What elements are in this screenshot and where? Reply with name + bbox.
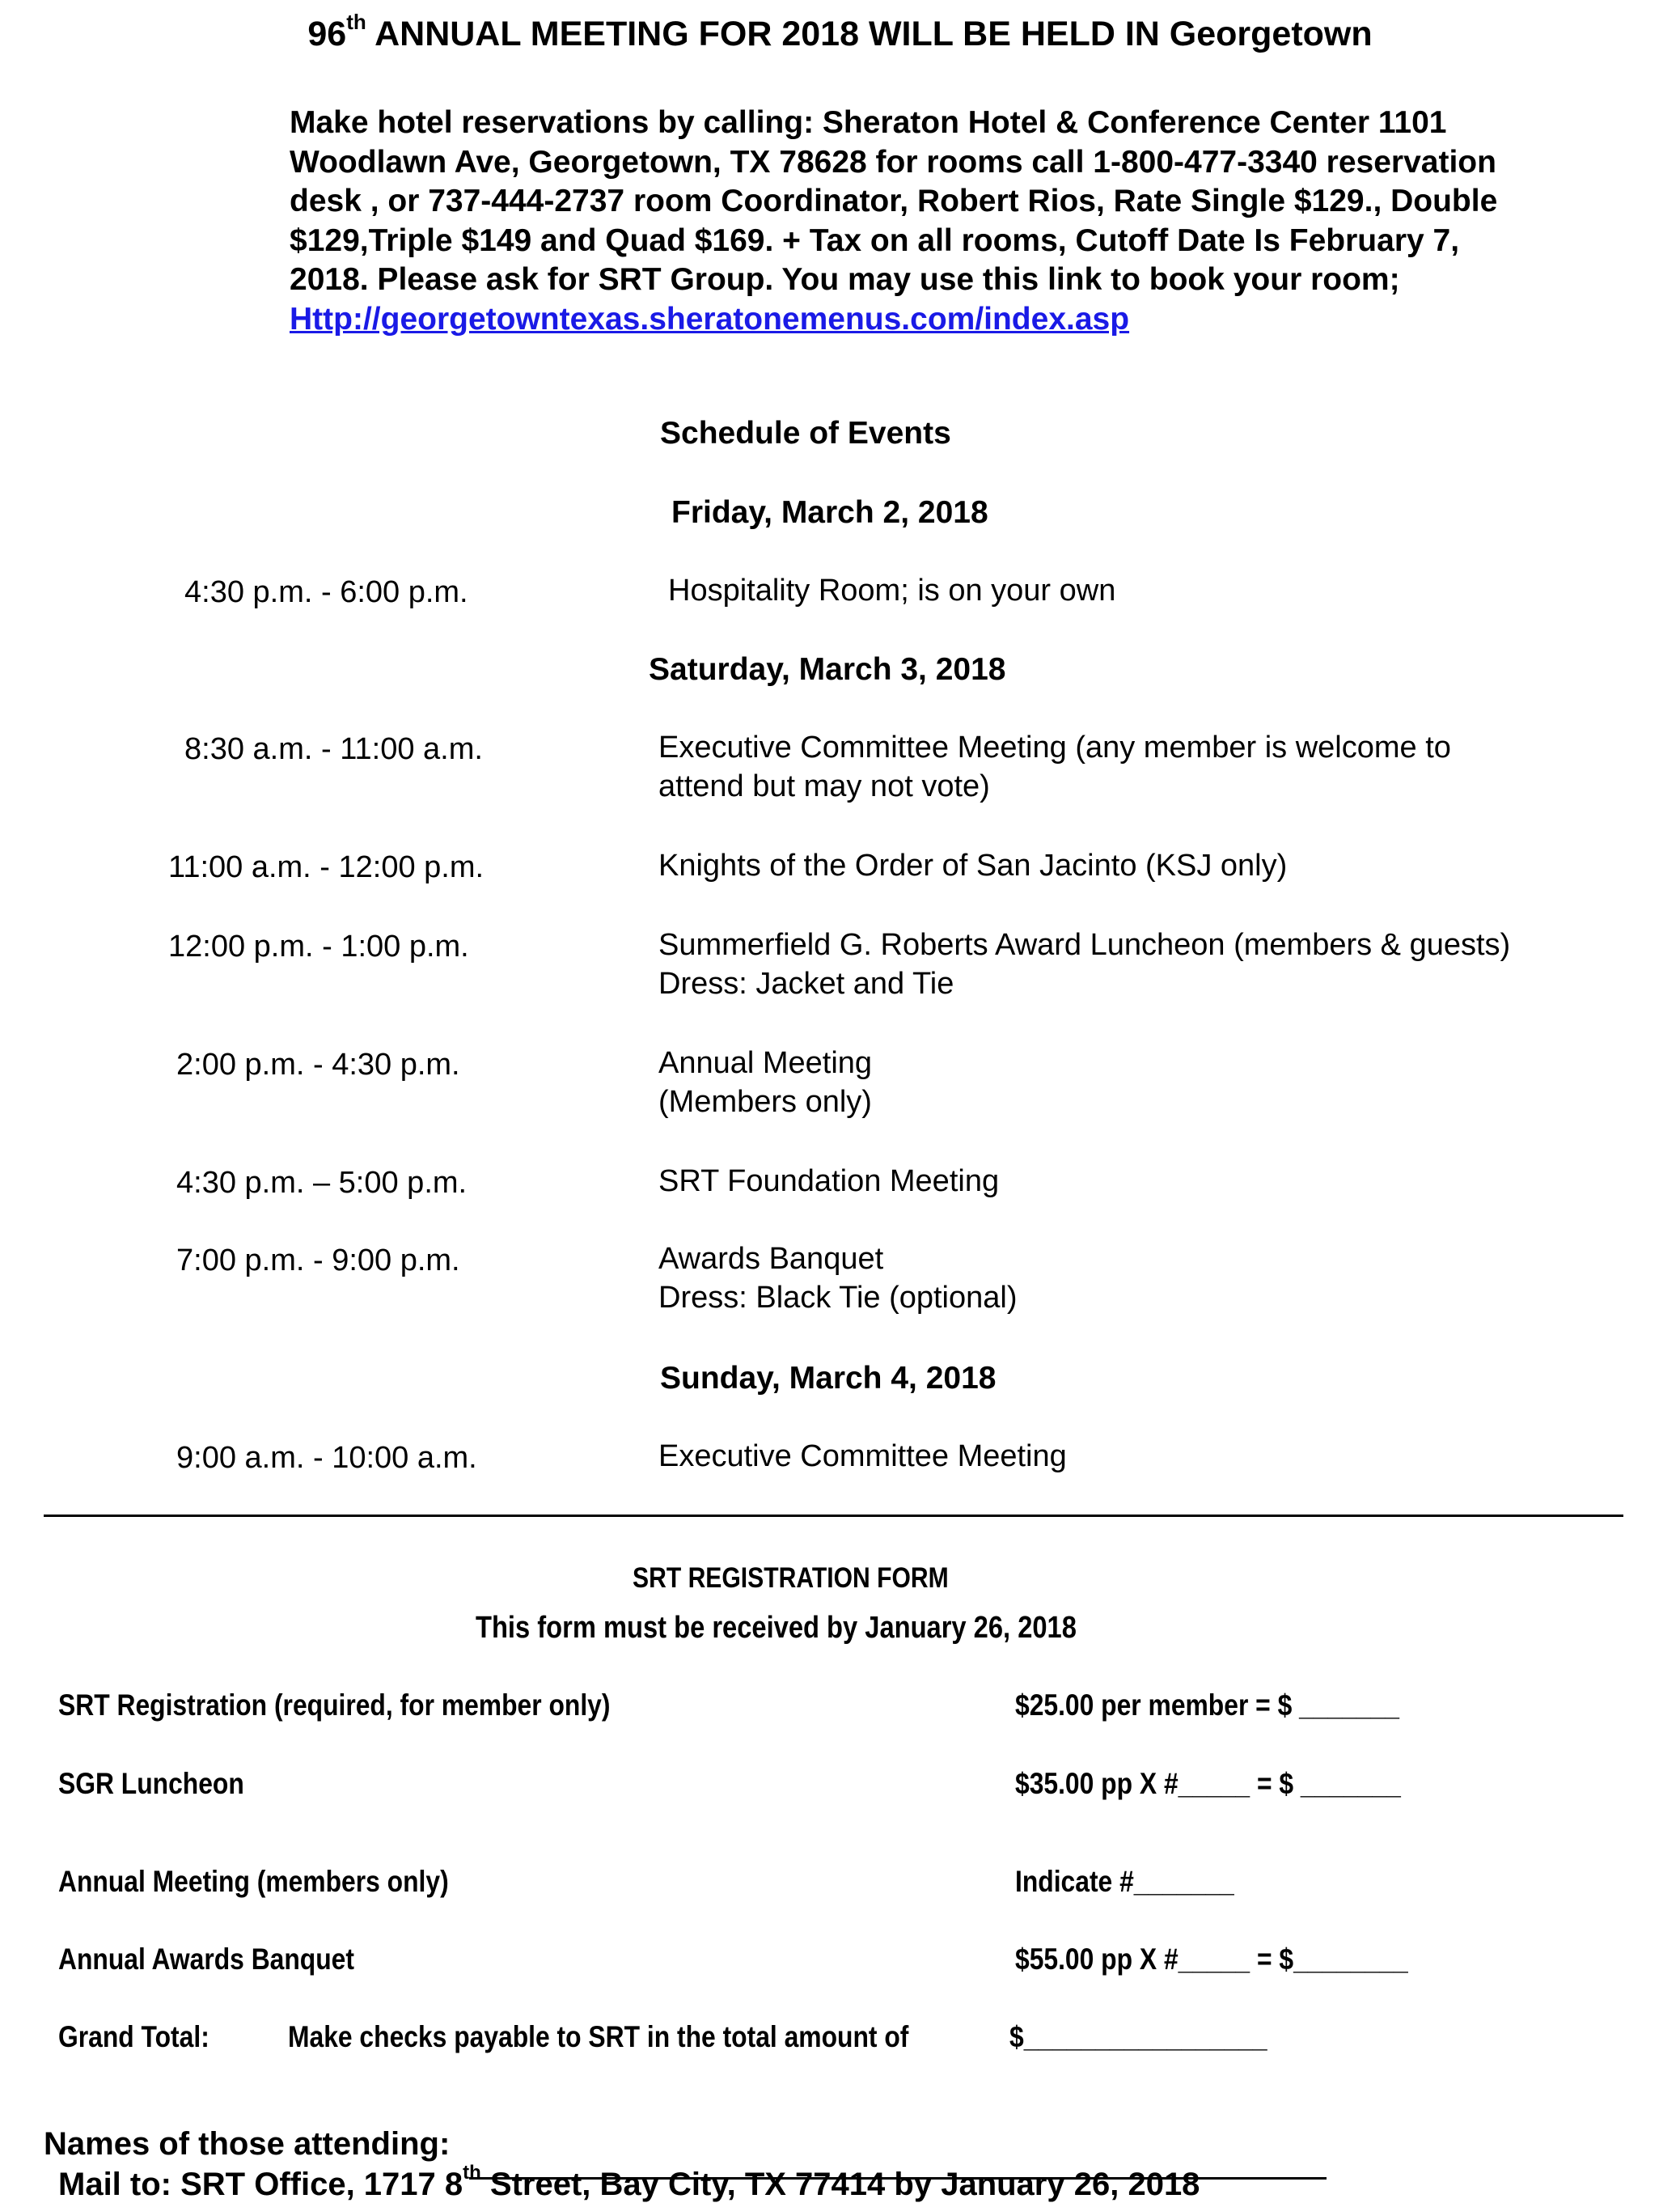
hotel-line: 2018. Please ask for SRT Group. You may use this link to book your room; (290, 262, 1400, 297)
day-heading-sunday: Sunday, March 4, 2018 (660, 1361, 997, 1396)
names-attending-label: Names of those attending: (44, 2126, 451, 2162)
schedule-title: Schedule of Events (660, 416, 951, 451)
event-time: 9:00 a.m. - 10:00 a.m. (176, 1441, 477, 1475)
form-row-price[interactable]: $55.00 pp X #_____ = $________ (1015, 1942, 1408, 1976)
form-row-price[interactable]: $25.00 per member = $ _______ (1015, 1688, 1400, 1722)
event-description: SRT Foundation Meeting (658, 1164, 1000, 1198)
event-time: 8:30 a.m. - 11:00 a.m. (184, 732, 483, 766)
event-time: 11:00 a.m. - 12:00 p.m. (168, 850, 485, 884)
event-time: 4:30 p.m. - 6:00 p.m. (184, 575, 468, 609)
form-row-price[interactable]: Indicate #_______ (1015, 1865, 1234, 1898)
event-description: Knights of the Order of San Jacinto (KSJ only) (658, 849, 1288, 883)
event-time: 12:00 p.m. - 1:00 p.m. (168, 930, 469, 964)
hotel-line: $129,Triple $149 and Quad $169. + Tax on all rooms, Cutoff Date Is February 7, (290, 222, 1460, 258)
event-description: Hospitality Room; is on your own (668, 574, 1116, 608)
form-title: SRT REGISTRATION FORM (633, 1562, 949, 1594)
event-time: 4:30 p.m. – 5:00 p.m. (176, 1166, 468, 1200)
mail-to-address: Mail to: SRT Office, 1717 8th Street, Bay City, TX 77414 by January 26, 2018 (58, 2162, 1200, 2202)
event-description: Summerfield G. Roberts Award Luncheon (members & guests) Dress: Jacket and Tie (658, 928, 1511, 1001)
grand-total-text: Make checks payable to SRT in the total amount of (288, 2020, 909, 2053)
grand-total-field[interactable]: $_________________ (1009, 2020, 1267, 2053)
form-deadline: This form must be received by January 26, 2018 (476, 1611, 1077, 1645)
day-heading-friday: Friday, March 2, 2018 (671, 495, 988, 530)
hotel-line: desk , or 737-444-2737 room Coordinator, Robert Rios, Rate Single $129., Double (290, 184, 1498, 218)
event-time: 7:00 p.m. - 9:00 p.m. (176, 1243, 460, 1277)
hotel-booking-link[interactable]: Http://georgetowntexas.sheratonemenus.com/index.asp (290, 301, 1130, 337)
event-description: Executive Committee Meeting (any member is welcome to attend but may not vote) (658, 731, 1451, 803)
form-row-label: SGR Luncheon (58, 1767, 244, 1800)
page-title: 96th ANNUAL MEETING FOR 2018 WILL BE HELD IN Georgetown (307, 10, 1373, 53)
hotel-line: Make hotel reservations by calling: Sheraton Hotel & Conference Center 1101 (290, 105, 1447, 140)
day-heading-saturday: Saturday, March 3, 2018 (649, 652, 1006, 687)
form-row-price[interactable]: $35.00 pp X #_____ = $ _______ (1015, 1767, 1401, 1800)
hotel-info (290, 104, 1624, 339)
event-description: Awards Banquet Dress: Black Tie (optional) (658, 1242, 1018, 1315)
form-row-label: Annual Awards Banquet (58, 1942, 354, 1976)
event-description: Executive Committee Meeting (658, 1439, 1067, 1473)
form-row-label: SRT Registration (required, for member only) (58, 1688, 611, 1722)
form-row-label: Annual Meeting (members only) (58, 1865, 449, 1898)
event-time: 2:00 p.m. - 4:30 p.m. (176, 1048, 460, 1082)
event-description: Annual Meeting (Members only) (658, 1046, 873, 1119)
hotel-line: Woodlawn Ave, Georgetown, TX 78628 for rooms call 1-800-477-3340 reservation (290, 144, 1496, 180)
section-divider (44, 1515, 1623, 1517)
grand-total-label: Grand Total: (58, 2020, 209, 2053)
